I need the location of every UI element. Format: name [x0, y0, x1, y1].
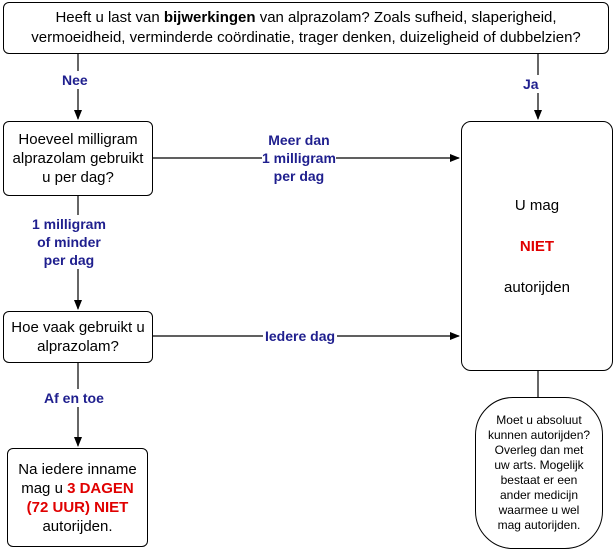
label-nee: Nee [62, 72, 88, 88]
frequency-question-box [3, 311, 153, 363]
consult-doctor-note [475, 397, 603, 549]
no-driving-line1: U mag [514, 196, 560, 214]
frequency-question: Hoe vaak gebruikt u alprazolam? [11, 319, 145, 355]
wait-three-days-result-box [7, 448, 148, 547]
dose-question: Hoeveel milligram alprazolam gebruikt u per dag? [12, 131, 144, 186]
side-effects-question-box [3, 2, 609, 54]
no-driving-line3: autorijden [504, 278, 570, 296]
dose-question-box [3, 121, 153, 196]
label-1mg-or-less: 1 milligram of minder per dag [32, 216, 106, 268]
label-ja: Ja [523, 76, 539, 92]
consult-doctor-text: Moet u absoluut kunnen autorijden? Overleg dan met uw arts. Mogelijk bestaat er een ander medicijn waarmee u wel mag autorijden. [487, 413, 591, 532]
wait-three-days-result: Na iedere inname mag u 3 DAGEN (72 UUR) NIET autorijden. [18, 460, 137, 535]
label-iedere-dag: Iedere dag [265, 328, 336, 344]
no-driving-niet: NIET [519, 237, 555, 255]
label-more-than-1mg: Meer dan 1 milligram per dag [262, 132, 336, 184]
label-af-en-toe: Af en toe [44, 390, 104, 406]
no-driving-result-box [461, 121, 613, 371]
side-effects-question: Heeft u last van bijwerkingen van alprazolam? Zoals sufheid, slaperigheid, vermoeidheid, verminderde coördinatie, trager denken, duizeligheid of dubbelzien? [31, 9, 581, 46]
